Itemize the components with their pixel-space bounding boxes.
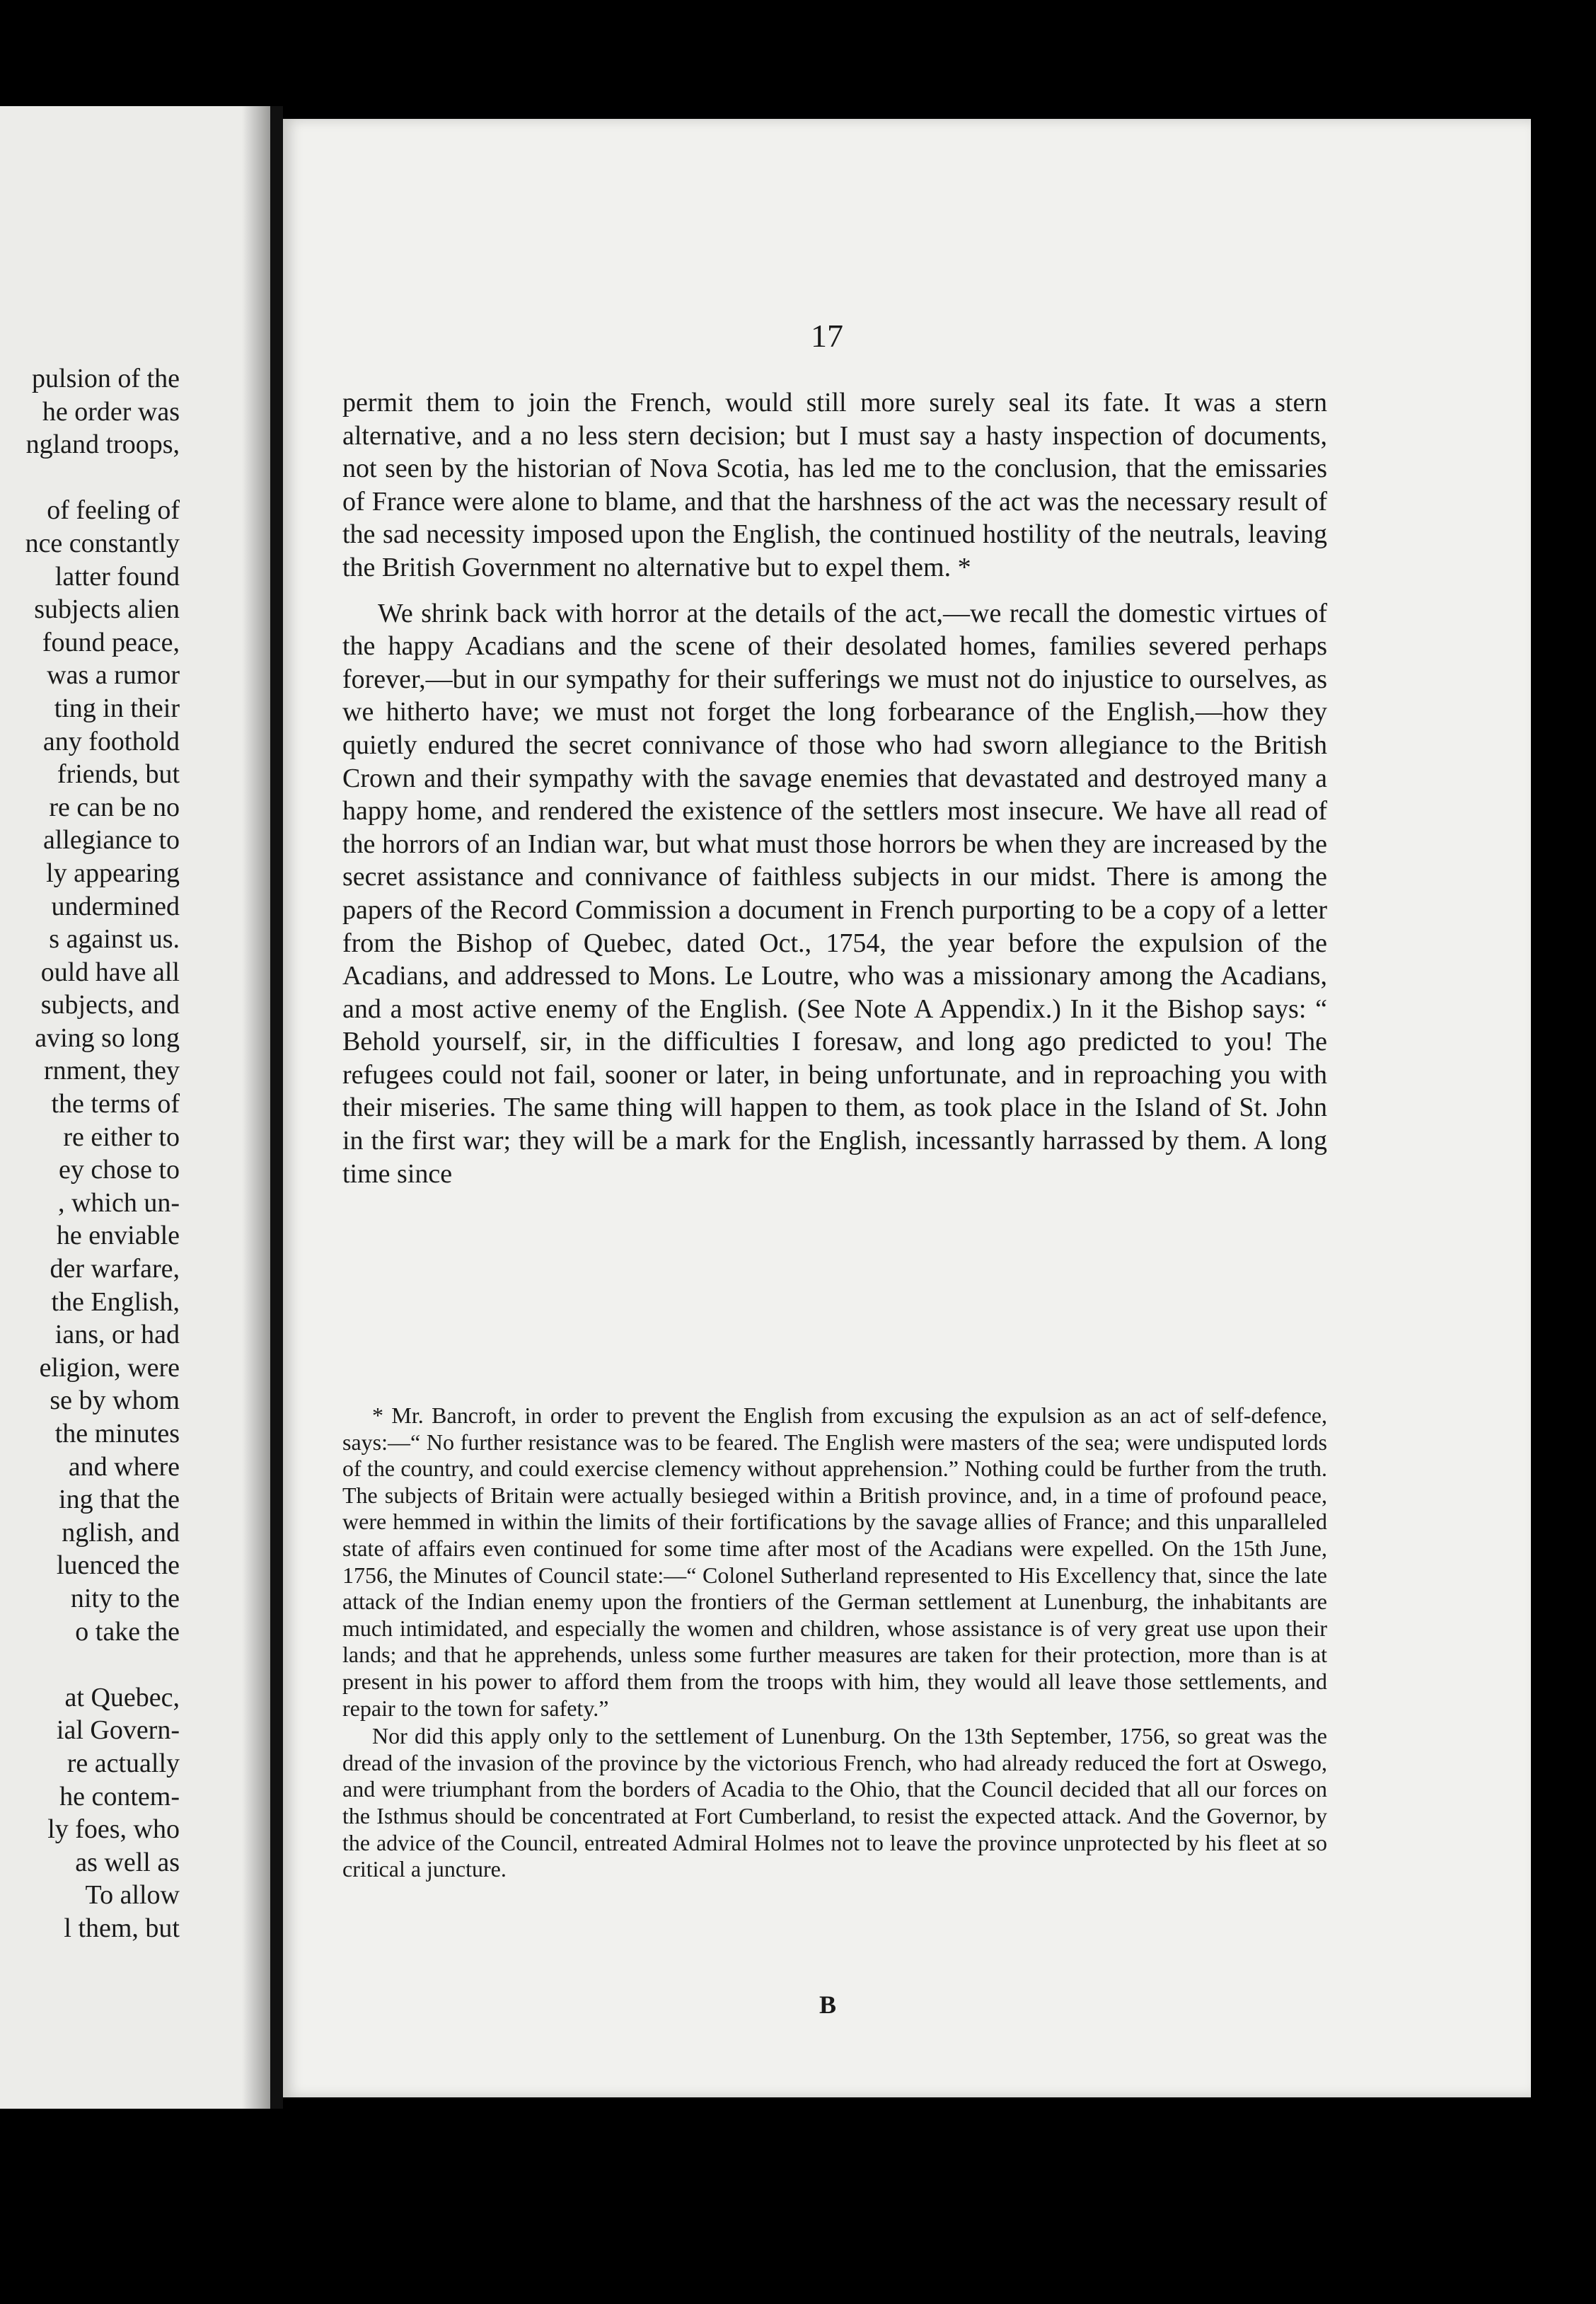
left-page-line: ial Govern-: [56, 1715, 180, 1746]
left-page-line: the terms of: [51, 1089, 180, 1119]
left-page-line: nity to the: [70, 1583, 180, 1613]
left-page-line: at Quebec,: [64, 1682, 180, 1712]
footnote-2: Nor did this apply only to the settlement of Lunenburg. On the 13th September, 1756, so great was the dread of the invasion of the province by the victorious French, who had already reduced the fort at Oswego, and were triumphant from the borders of Acadia to the Ohio, that the Council decided that all our forces on the Isthmus should be concentrated at Fort Cumberland, to resist the expected attack. And the Governor, by the advice of the Council, entreated Admiral Holmes not to leave the province unprotected by his fleet at so critical a juncture.: [342, 1723, 1327, 1882]
left-page-line: pulsion of the: [32, 364, 180, 393]
left-page-line: undermined: [51, 891, 180, 921]
body-text: [342, 386, 1327, 1190]
left-page-line: the English,: [51, 1286, 180, 1317]
book-gutter: [270, 106, 283, 2109]
page-fold-shadow: [242, 106, 270, 2109]
left-page-line: he contem-: [59, 1781, 180, 1811]
left-page-line: o take the: [75, 1616, 180, 1647]
left-page-line: any foothold: [42, 726, 180, 756]
left-page-text: [0, 362, 270, 1945]
left-page: [0, 106, 270, 2109]
left-page-line: der warfare,: [50, 1254, 180, 1284]
left-page-line: se by whom: [50, 1386, 180, 1416]
left-page-line: the minutes: [54, 1419, 180, 1448]
left-page-line: and where: [68, 1451, 180, 1482]
left-page-line: ting in their: [54, 693, 180, 723]
left-page-line: ians, or had: [54, 1320, 180, 1350]
left-page-line: ly foes, who: [47, 1814, 180, 1845]
left-page-line: [0, 461, 270, 495]
left-page-line: luenced the: [56, 1550, 180, 1581]
left-page-line: found peace,: [42, 627, 180, 657]
left-page-line: he order was: [42, 396, 180, 427]
left-page-line: subjects alien: [34, 594, 180, 625]
left-page-line: aving so long: [35, 1023, 180, 1053]
left-page-line: was a rumor: [47, 660, 180, 691]
left-page-line: re either to: [63, 1122, 180, 1152]
left-page-line: re actually: [66, 1748, 180, 1778]
left-page-line: l them, but: [64, 1913, 180, 1943]
left-page-line: ngland troops,: [25, 430, 180, 460]
left-page-line: friends, but: [57, 759, 180, 790]
left-page-line: nglish, and: [62, 1517, 180, 1548]
left-page-line: re can be no: [49, 792, 180, 822]
left-page-line: s against us.: [49, 924, 180, 955]
footnotes: [342, 1402, 1327, 1883]
left-page-line: allegiance to: [42, 825, 180, 856]
paragraph-2: We shrink back with horror at the details of the act,—we recall the domestic virtues of the happy Acadians and the scene of their desolated homes, families severed perhaps forever,—but in our sympathy for their sufferings we must not do injustice to ourselves, as we hitherto have; we must not forget the long forbearance of the English,—how they quietly endured the secret connivance of those who had sworn allegiance to the British Crown and their sympathy with the savage enemies that devastated and destroyed many a happy home, and rendered the existence of the settlers most insecure. We have all read of the horrors of an Indian war, but what must those horrors be when they are increased by the secret assistance and connivance of faithless subjects in our midst. There is among the papers of the Record Commission a document in French purporting to be a copy of a letter from the Bishop of Quebec, dated Oct., 1754, the year before the expulsion of the Acadians, and addressed to Mons. Le Loutre, who was a missionary among the Acadians, and a most active enemy of the English. (See Note A Appendix.) In it the Bishop says: “ Behold yourself, sir, in the difficulties I foresaw, and long ago predicted to you! The refugees could not fail, sooner or later, in being unfortunate, and in reproaching you with their miseries. The same thing will happen to them, as took place in the Island of St. John in the first war; they will be a mark for the English, incessantly harrassed by them. A long time since: [342, 598, 1327, 1189]
left-page-line: as well as: [75, 1847, 180, 1877]
paragraph-1: permit them to join the French, would still more surely seal its fate. It was a stern alternative, and a no less stern decision; but I must say a hasty inspection of documents, not seen by the historian of Nova Scotia, has led me to the conclusion, that the emissaries of France were alone to blame, and that the harshness of the act was the necessary result of the sad necessity imposed upon the English, the continued hostility of the neutrals, leaving the British Government no alternative but to expel them. *: [342, 388, 1327, 582]
left-page-line: he enviable: [56, 1221, 180, 1251]
left-page-line: subjects, and: [40, 990, 180, 1020]
footnote-1: * Mr. Bancroft, in order to prevent the English from excusing the expulsion as an act of self-defence, says:—“ No further resistance was to be feared. The English were masters of the sea; were undisputed lords of the country, and could exercise clemency without apprehension.” Nothing could be further from the truth. The subjects of Britain were actually besieged within a British province, and, in a time of profound peace, were hemmed in within the limits of their fortifications by the savage allies of France; and this unparalleled state of affairs even continued for some time after most of the Acadians were expelled. On the 15th June, 1756, the Minutes of Council state:—“ Colonel Sutherland represented to His Excellency that, since the late attack of the Indian enemy upon the frontiers of the German settlement at Lunenburg, the inhabitants are much intimidated, and especially the women and children, whose assistance is of very great use upon their lands; and that he apprehends, unless some further measures are taken for their protection, more than is at present in his power to afford them from the troops with him, they would all leave those settlements, and repair to the town for safety.”: [342, 1402, 1327, 1721]
left-page-line: To allow: [85, 1880, 180, 1911]
left-page-line: of feeling of: [47, 495, 180, 526]
left-page-line: nce constantly: [25, 528, 180, 558]
left-page-line: [0, 1648, 270, 1681]
left-page-line: , which un-: [57, 1187, 180, 1218]
left-page-line: ould have all: [40, 957, 180, 987]
left-page-line: ly appearing: [46, 858, 180, 888]
left-page-line: ey chose to: [59, 1155, 180, 1185]
page-number: 17: [811, 318, 843, 354]
signature-mark: B: [819, 1991, 836, 2019]
left-page-line: eligion, were: [39, 1352, 180, 1383]
left-page-line: ing that the: [59, 1485, 180, 1515]
left-page-line: latter found: [54, 561, 180, 592]
left-page-line: rnment, they: [43, 1056, 180, 1086]
